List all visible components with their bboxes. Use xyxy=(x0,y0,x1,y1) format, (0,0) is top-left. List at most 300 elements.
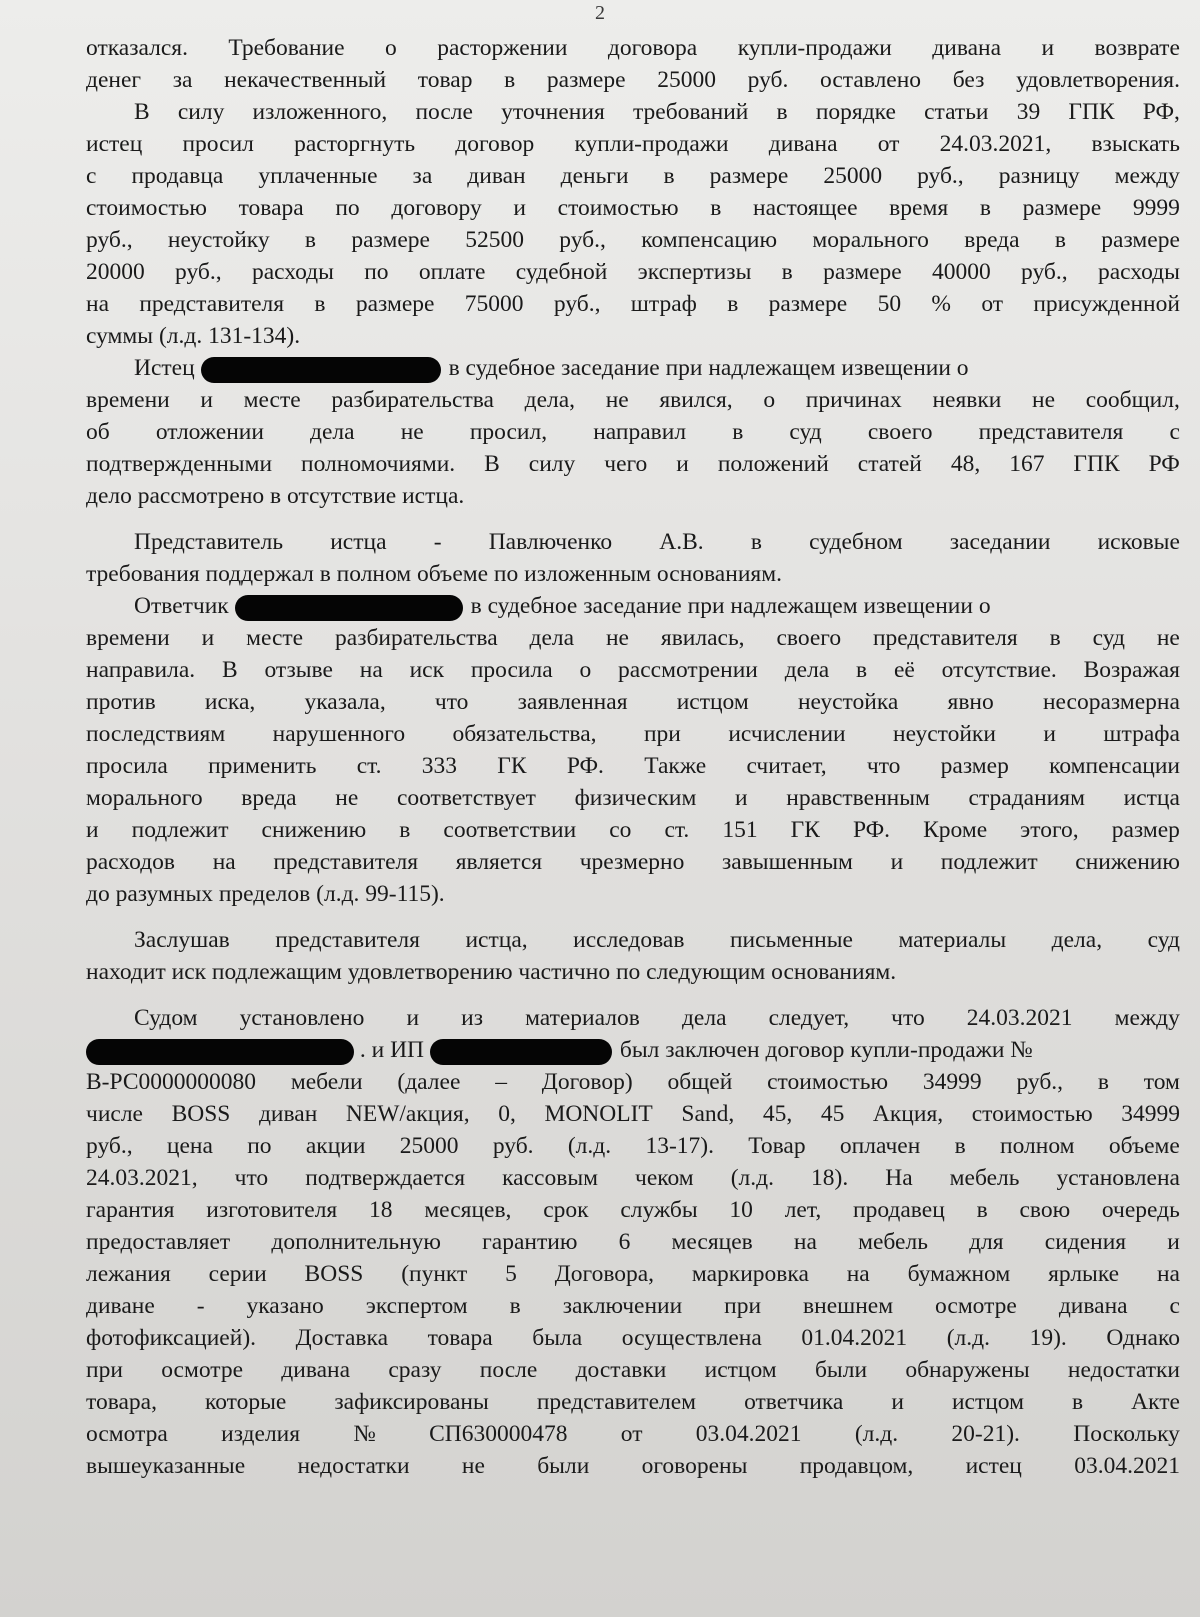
text-line: суммы (л.д. 131-134). xyxy=(86,323,301,349)
word: требований xyxy=(632,99,749,125)
word: истца, xyxy=(465,927,528,953)
word: при xyxy=(86,1357,123,1383)
word: Договор) xyxy=(541,1069,633,1095)
word: чрезмерно xyxy=(579,849,685,875)
word: стоимостью xyxy=(767,1069,889,1095)
word: компенсацию xyxy=(641,227,778,253)
text-line xyxy=(86,416,1180,448)
word: письменные xyxy=(729,927,853,953)
word: явилась, xyxy=(660,625,745,651)
word: неустойка xyxy=(797,689,899,715)
word: руб., xyxy=(86,227,133,253)
word: Поскольку xyxy=(1073,1421,1180,1447)
word: дела, xyxy=(1051,927,1103,953)
word: 50 xyxy=(877,291,902,317)
text-line xyxy=(86,1194,1180,1226)
word: дивана xyxy=(1058,1293,1128,1319)
word: следует, xyxy=(768,1005,850,1031)
word: том xyxy=(1143,1069,1180,1095)
word: исковые xyxy=(1097,529,1180,555)
word: что xyxy=(434,689,469,715)
word: 34999 xyxy=(922,1069,982,1095)
word: истца xyxy=(1123,785,1180,811)
text-line xyxy=(86,224,1180,256)
text-line xyxy=(86,718,1180,750)
word: 151 xyxy=(722,817,758,843)
word: взыскать xyxy=(1091,131,1180,157)
word: полномочиями. xyxy=(301,451,456,477)
word: вреда xyxy=(241,785,297,811)
word: разбирательства xyxy=(335,625,498,651)
word: просил, xyxy=(469,419,548,445)
word: указала, xyxy=(304,689,386,715)
word: месяцев, xyxy=(424,1197,512,1223)
word: сообщил, xyxy=(1085,387,1180,413)
word: деньги xyxy=(560,163,629,189)
word: после xyxy=(415,99,473,125)
word: истец xyxy=(965,1453,1022,1479)
text-line xyxy=(86,1258,1180,1290)
text-line xyxy=(86,782,1180,814)
word: лежания xyxy=(86,1261,171,1287)
word: СП630000478 xyxy=(429,1421,568,1447)
word: которые xyxy=(205,1389,287,1415)
word: диване xyxy=(86,1293,155,1319)
word: дивана xyxy=(768,131,838,157)
word: компенсации xyxy=(1049,753,1180,779)
text-line xyxy=(86,192,1180,224)
word: суд xyxy=(789,419,822,445)
word: руб., xyxy=(559,227,606,253)
word: рассмотрении xyxy=(618,657,758,683)
word: экспертизы xyxy=(637,259,752,285)
word: Кроме xyxy=(923,817,988,843)
word: уточнения xyxy=(501,99,605,125)
word: - xyxy=(196,1293,205,1319)
word: положений xyxy=(717,451,829,477)
word: является xyxy=(455,849,543,875)
word: и xyxy=(513,195,526,221)
text-line: до разумных пределов (л.д. 99-115). xyxy=(86,881,445,907)
word: причинах xyxy=(805,387,902,413)
text-line xyxy=(86,1418,1180,1450)
text-line xyxy=(86,1130,1180,1162)
word: в xyxy=(727,291,739,317)
word: 0, xyxy=(498,1101,516,1127)
word: и xyxy=(406,1005,420,1031)
word: Возражая xyxy=(1083,657,1180,683)
word: подтверждается xyxy=(305,1165,466,1191)
word: за xyxy=(412,163,433,189)
word: внешнем xyxy=(803,1293,894,1319)
text-line xyxy=(86,622,1180,654)
word: и xyxy=(890,849,904,875)
word: порядке xyxy=(815,99,896,125)
word: её xyxy=(893,657,915,683)
word: представителя xyxy=(273,849,419,875)
text-line xyxy=(86,846,1180,878)
word: 25000 xyxy=(399,1133,459,1159)
word: представителя xyxy=(275,927,420,953)
word: судебном xyxy=(809,529,903,555)
word: в xyxy=(954,1133,966,1159)
word: не xyxy=(461,1453,485,1479)
word: мебель xyxy=(949,1165,1020,1191)
word: стоимостью xyxy=(557,195,679,221)
word: по xyxy=(335,195,360,221)
word: 18). xyxy=(811,1165,849,1191)
word: морального xyxy=(86,785,203,811)
word: размере xyxy=(351,227,430,253)
word: (л.д. xyxy=(730,1165,774,1191)
word: штраф xyxy=(630,291,697,317)
word: товара xyxy=(238,195,304,221)
word: (л.д. xyxy=(854,1421,899,1447)
word: диван xyxy=(467,163,526,189)
word: предоставляет xyxy=(86,1229,231,1255)
word: последствиям xyxy=(86,721,226,747)
defendant-label: Ответчик xyxy=(134,593,229,619)
word: суд xyxy=(1147,927,1180,953)
word: месте xyxy=(246,625,304,651)
text-line xyxy=(86,384,1180,416)
word: иск xyxy=(409,657,445,683)
word: соответствует xyxy=(396,785,536,811)
word: расходов xyxy=(86,849,176,875)
word: оговорены xyxy=(641,1453,748,1479)
word: применить xyxy=(208,753,317,779)
word: серии xyxy=(208,1261,267,1287)
word: страданиям xyxy=(968,785,1085,811)
word: установлено xyxy=(239,1005,365,1031)
word: удовлетворения. xyxy=(1016,67,1180,93)
word: в xyxy=(1097,1069,1109,1095)
word: стоимостью xyxy=(86,195,207,221)
word: договора xyxy=(607,35,698,61)
word: разбирательства xyxy=(331,387,494,413)
word: размере xyxy=(768,291,848,317)
word: об xyxy=(86,419,110,445)
word: истцом xyxy=(704,1357,777,1383)
word: BOSS xyxy=(304,1261,364,1287)
word: и xyxy=(891,1389,904,1415)
word: Акция, xyxy=(872,1101,944,1127)
word: кассовым xyxy=(502,1165,598,1191)
word: о xyxy=(385,35,397,61)
word: оплате xyxy=(418,259,486,285)
word: некачественный xyxy=(224,67,387,93)
word: исчислении xyxy=(728,721,846,747)
word: была xyxy=(532,1325,583,1351)
word: Акте xyxy=(1131,1389,1180,1415)
word: Павлюченко xyxy=(488,529,613,555)
text-line xyxy=(86,1354,1180,1386)
word: № xyxy=(353,1421,376,1447)
word: 75000 xyxy=(464,291,524,317)
word: явился, xyxy=(659,387,733,413)
word: считает, xyxy=(746,753,827,779)
word: осмотре xyxy=(935,1293,1017,1319)
word: ГПК xyxy=(1073,451,1120,477)
word: размере xyxy=(1022,195,1102,221)
word: что xyxy=(891,1005,925,1031)
word: в xyxy=(504,67,516,93)
word: сразу xyxy=(388,1357,442,1383)
word: были xyxy=(537,1453,590,1479)
word: со xyxy=(609,817,632,843)
word: 45 xyxy=(820,1101,845,1127)
word: статей xyxy=(857,451,922,477)
word: руб., xyxy=(917,163,964,189)
word: Судом xyxy=(134,1005,198,1031)
word: руб., xyxy=(1016,1069,1064,1095)
word: просила xyxy=(86,753,168,779)
word: истца xyxy=(330,529,387,555)
word: В xyxy=(484,451,500,477)
word: РФ. xyxy=(566,753,604,779)
word: без xyxy=(952,67,985,93)
redaction-bar xyxy=(86,1039,354,1065)
word: дела xyxy=(529,625,575,651)
word: 25000 xyxy=(823,163,883,189)
word: против xyxy=(86,689,156,715)
word: мебели xyxy=(290,1069,363,1095)
word: между xyxy=(1114,163,1180,189)
word: уплаченные xyxy=(258,163,378,189)
word: на xyxy=(846,1261,870,1287)
word: в xyxy=(314,291,326,317)
word: дивана xyxy=(281,1357,351,1383)
word: на xyxy=(212,849,236,875)
word: руб. xyxy=(492,1133,534,1159)
word: времени xyxy=(86,387,170,413)
word: при xyxy=(724,1293,762,1319)
word: 5 xyxy=(505,1261,517,1287)
word: товара xyxy=(427,1325,493,1351)
word: в xyxy=(979,195,991,221)
word: представителя xyxy=(139,291,285,317)
word: обязательства, xyxy=(452,721,597,747)
word: разницу xyxy=(998,163,1080,189)
word: (пункт xyxy=(401,1261,468,1287)
word: в xyxy=(776,99,788,125)
word: неявки xyxy=(932,387,1002,413)
document-body xyxy=(86,32,1180,1482)
word: не xyxy=(400,419,424,445)
word: истцом xyxy=(676,689,749,715)
word: В xyxy=(134,99,150,125)
word: Товар xyxy=(748,1133,806,1159)
text-line xyxy=(86,1098,1180,1130)
word: Договора, xyxy=(554,1261,655,1287)
text-line xyxy=(86,96,1180,128)
text-line xyxy=(86,1386,1180,1418)
word: 48, xyxy=(950,451,981,477)
word: в xyxy=(1054,227,1066,253)
word: месяцев xyxy=(671,1229,753,1255)
word: и xyxy=(201,625,215,651)
word: % xyxy=(931,291,951,317)
word: размере xyxy=(1101,227,1180,253)
word: от xyxy=(620,1421,643,1447)
word: расторжении xyxy=(437,35,568,61)
word: в xyxy=(509,1293,521,1319)
word: очередь xyxy=(1101,1197,1180,1223)
text-line xyxy=(86,1002,1180,1034)
text-line xyxy=(86,448,1180,480)
word: акции xyxy=(305,1133,366,1159)
word: NEW/акция, xyxy=(345,1101,470,1127)
word: 333 xyxy=(421,753,458,779)
text-line: Истец в судебное заседание при надлежащем извещении о xyxy=(86,352,1180,384)
word: своего xyxy=(867,419,933,445)
word: расходы xyxy=(251,259,334,285)
word: РФ, xyxy=(1142,99,1180,125)
word: материалы xyxy=(898,927,1007,953)
word: MONOLIT xyxy=(544,1101,653,1127)
word: размере xyxy=(355,291,435,317)
word: нравственным xyxy=(786,785,930,811)
word: статьи xyxy=(924,99,989,125)
text-line xyxy=(86,1162,1180,1194)
word: изложенного, xyxy=(252,99,388,125)
word: 25000 xyxy=(657,67,716,93)
word: представителя xyxy=(978,419,1124,445)
word: 24.03.2021 xyxy=(966,1005,1073,1031)
word: отзыве xyxy=(264,657,333,683)
word: указано xyxy=(246,1293,324,1319)
word: лет, xyxy=(784,1197,822,1223)
word: в xyxy=(976,1197,988,1223)
word: о xyxy=(763,387,776,413)
word: в xyxy=(732,419,744,445)
word: снижению xyxy=(1075,849,1180,875)
word: 45, xyxy=(762,1101,793,1127)
word: представителя xyxy=(872,625,1018,651)
word: в xyxy=(1049,625,1061,651)
word: были xyxy=(814,1357,868,1383)
word: на xyxy=(1156,1261,1180,1287)
word: 20000 xyxy=(86,259,145,285)
word: 10 xyxy=(729,1197,753,1223)
word: товар xyxy=(417,67,473,93)
word: руб., xyxy=(86,1133,133,1159)
word: - xyxy=(433,529,442,555)
word: ярлыке xyxy=(1048,1261,1120,1287)
text-line: находит иск подлежащим удовлетворению частично по следующим основаниям. xyxy=(86,959,897,985)
word: – xyxy=(495,1069,507,1095)
word: направила. xyxy=(86,657,196,683)
word: ГК xyxy=(790,817,820,843)
word: подтвержденными xyxy=(86,451,273,477)
word: гарантия xyxy=(86,1197,175,1223)
word: бумажном xyxy=(907,1261,1011,1287)
word: в xyxy=(1071,1389,1084,1415)
word: свою xyxy=(1019,1197,1071,1223)
word: в xyxy=(304,227,317,253)
text-line xyxy=(86,814,1180,846)
word: размер xyxy=(940,753,1009,779)
text-line xyxy=(86,654,1180,686)
text-line xyxy=(86,1226,1180,1258)
word: (л.д. xyxy=(946,1325,990,1351)
redaction-bar xyxy=(235,595,463,621)
word: числе xyxy=(86,1101,143,1127)
word: размере xyxy=(546,67,626,93)
word: Требование xyxy=(228,35,345,61)
word: осмотра xyxy=(86,1421,168,1447)
text-line xyxy=(86,256,1180,288)
word: заседании xyxy=(949,529,1051,555)
word: не xyxy=(1156,625,1180,651)
word: недостатки xyxy=(1067,1357,1180,1383)
word: осуществлена xyxy=(621,1325,762,1351)
word: 24.03.2021, xyxy=(939,131,1052,157)
word: исследовав xyxy=(573,927,685,953)
word: 34999 xyxy=(1121,1101,1180,1127)
plaintiff-label: Истец xyxy=(134,355,195,381)
word: материалов xyxy=(525,1005,640,1031)
text-line xyxy=(86,128,1180,160)
word: и xyxy=(1167,1229,1180,1255)
word: ст. xyxy=(664,817,690,843)
word: снижению xyxy=(261,817,367,843)
word: морального xyxy=(812,227,929,253)
word: BOSS xyxy=(171,1101,231,1127)
word: в xyxy=(710,195,722,221)
word: 19). xyxy=(1029,1325,1067,1351)
word: РФ xyxy=(1148,451,1180,477)
word: судебной xyxy=(515,259,608,285)
word: объеме xyxy=(1108,1133,1180,1159)
word: отказался. xyxy=(86,35,188,61)
word: размере xyxy=(823,259,902,285)
word: неустойку xyxy=(167,227,270,253)
word: Доставка xyxy=(295,1325,388,1351)
word: в xyxy=(856,657,868,683)
word: На xyxy=(885,1165,913,1191)
word: руб., xyxy=(553,291,601,317)
word: по xyxy=(247,1133,272,1159)
word: нарушенного xyxy=(272,721,406,747)
text-line xyxy=(86,288,1180,320)
word: 03.04.2021 xyxy=(695,1421,802,1447)
word: изготовителя xyxy=(206,1197,338,1223)
word: недостатки xyxy=(297,1453,410,1479)
word: с xyxy=(86,163,97,189)
text-line xyxy=(86,160,1180,192)
word: размере xyxy=(709,163,789,189)
word: времени xyxy=(86,625,170,651)
text-line: дело рассмотрено в отсутствие истца. xyxy=(86,483,465,509)
word: 52500 xyxy=(465,227,524,253)
word: Sand, xyxy=(681,1101,735,1127)
word: отложении xyxy=(155,419,264,445)
word: отсутствие. xyxy=(941,657,1057,683)
word: денег xyxy=(86,67,142,93)
word: для xyxy=(969,1229,1004,1255)
word: истец xyxy=(86,131,143,157)
word: Также xyxy=(644,753,707,779)
word: изделия xyxy=(221,1421,301,1447)
word: продавцом, xyxy=(799,1453,914,1479)
word: в xyxy=(663,163,675,189)
text-line: Ответчик в судебное заседание при надлежащем извещении о xyxy=(86,590,1180,622)
word: вреда xyxy=(964,227,1020,253)
word: явно xyxy=(947,689,994,715)
redaction-bar xyxy=(430,1039,612,1065)
word: полном xyxy=(1000,1133,1075,1159)
